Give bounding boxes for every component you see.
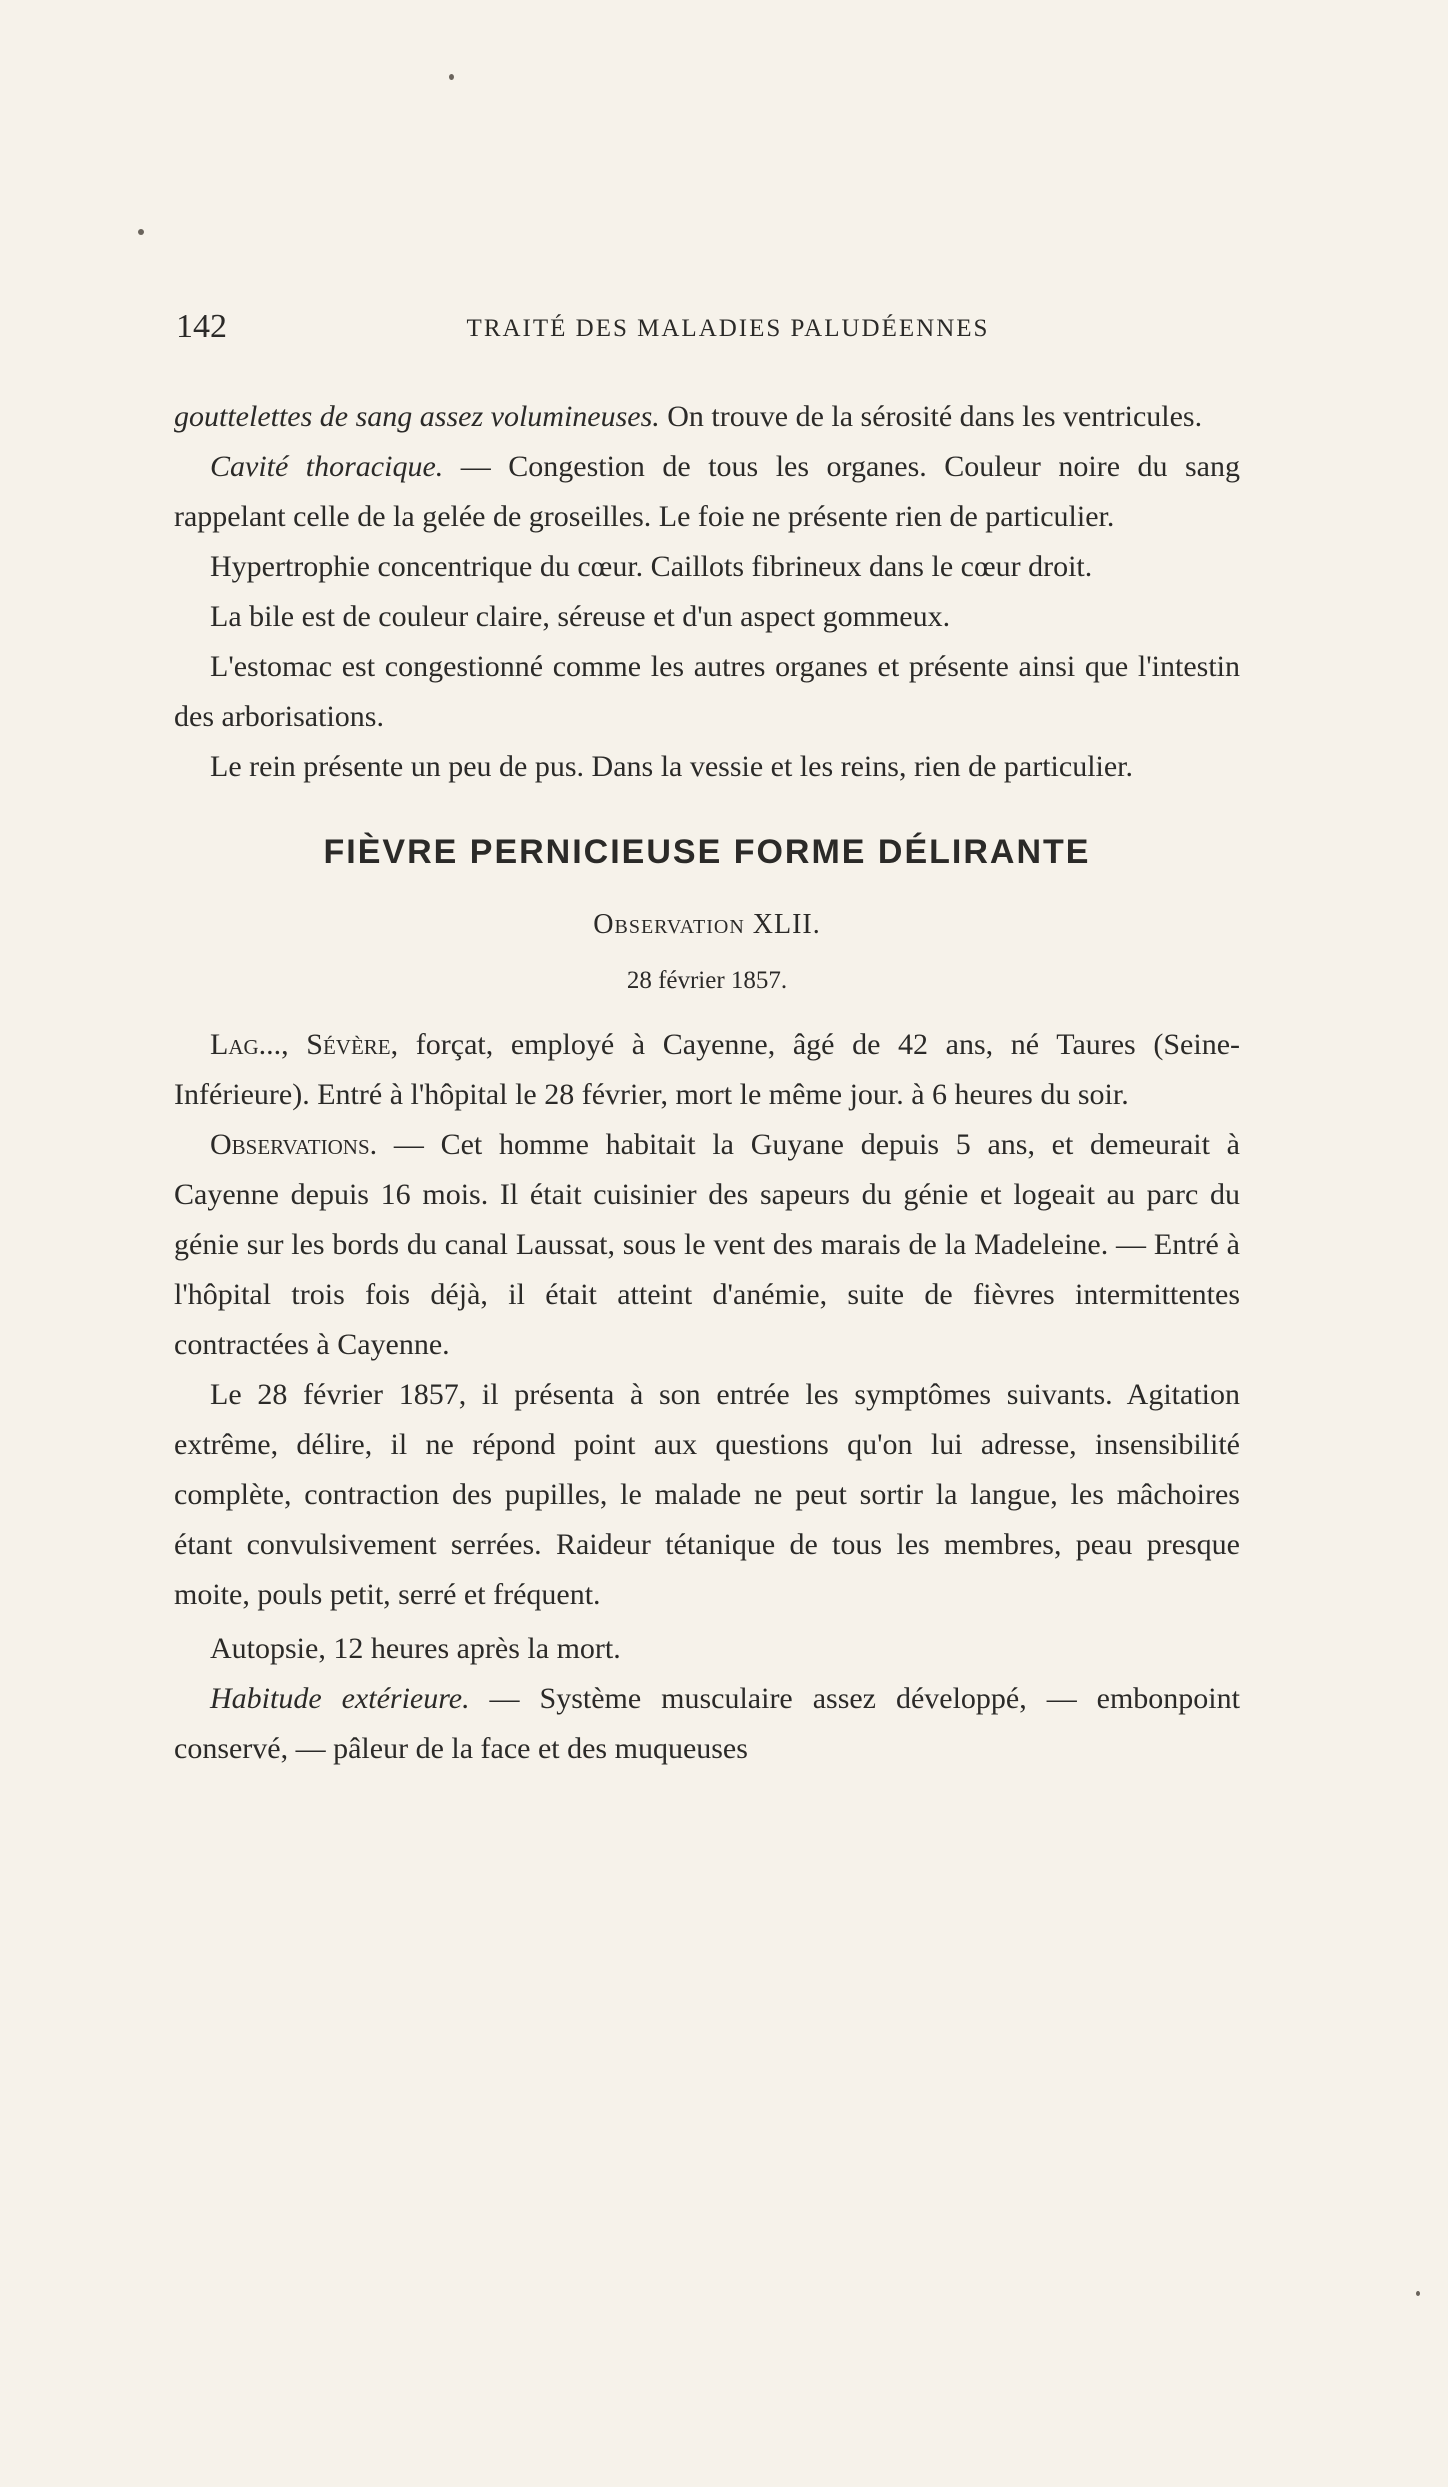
paragraph-text: — Congestion de tous les organes. Couleur noire du sang rappelant celle de la gelée de groseilles. Le foie ne présente rien de particulier.	[174, 450, 1240, 533]
page-speck	[449, 74, 454, 80]
paragraph	[174, 1120, 1240, 1370]
paragraph: L'estomac est congestionné comme les autres organes et présente ainsi que l'intestin des arborisations.	[174, 650, 1240, 733]
patient-name: Lag..., Sévère,	[210, 1028, 399, 1061]
paragraph	[174, 1020, 1240, 1120]
paragraph	[174, 392, 1240, 442]
observations-label: Observations.	[210, 1128, 378, 1161]
running-title: TRAITÉ DES MALADIES PALUDÉENNES	[466, 315, 990, 342]
page-speck	[1416, 2291, 1420, 2296]
italic-phrase: Cavité thoracique.	[210, 450, 444, 483]
paragraph-text: On trouve de la sérosité dans les ventricules.	[659, 400, 1203, 433]
italic-phrase: Habitude extérieure.	[210, 1682, 470, 1715]
paragraph: Le rein présente un peu de pus. Dans la vessie et les reins, rien de particulier.	[210, 750, 1134, 783]
italic-phrase: gouttelettes de sang assez volumineuses.	[174, 400, 660, 433]
paragraph: La bile est de couleur claire, séreuse et d'un aspect gommeux.	[210, 600, 951, 633]
paragraph-text: — Cet homme habitait la Guyane depuis 5 ans, et demeurait à Cayenne depuis 16 mois. Il était cuisinier des sapeurs du génie et logeait au parc du génie sur les bords du canal Laussat, sous le vent des marais de la Madeleine. — Entré à l'hôpital trois fois déjà, il était atteint d'anémie, suite de fièvres intermittentes contractées à Cayenne.	[174, 1128, 1240, 1361]
observation-date: 28 février 1857.	[626, 967, 788, 994]
page-speck	[138, 229, 144, 235]
paragraph	[174, 1674, 1240, 1774]
section-heading: FIÈVRE PERNICIEUSE FORME DÉLIRANTE	[323, 833, 1091, 871]
paragraph: Le 28 février 1857, il présenta à son entrée les symptômes suivants. Agitation extrême, délire, il ne répond point aux questions qu'on lui adresse, insensibilité complète, contraction des pupilles, le malade ne peut sortir la langue, les mâchoires étant convulsivement serrées. Raideur tétanique de tous les membres, peau presque moite, pouls petit, serré et fréquent.	[174, 1378, 1240, 1611]
page-number: 142	[176, 308, 227, 345]
paragraph-text: — Système musculaire assez développé, — embonpoint conservé, — pâleur de la face et des muqueuses	[174, 1682, 1240, 1765]
paragraph	[174, 442, 1240, 542]
paragraph-text: forçat, employé à Cayenne, âgé de 42 ans, né Taures (Seine-Inférieure). Entré à l'hôpital le 28 février, mort le même jour. à 6 heures du soir.	[174, 1028, 1241, 1111]
paragraph: Autopsie, 12 heures après la mort.	[210, 1632, 621, 1665]
observation-title: Observation XLII.	[593, 909, 821, 940]
page-body	[174, 392, 1240, 1774]
paragraph: Hypertrophie concentrique du cœur. Caillots fibrineux dans le cœur droit.	[210, 550, 1093, 583]
page-header	[176, 308, 1240, 358]
